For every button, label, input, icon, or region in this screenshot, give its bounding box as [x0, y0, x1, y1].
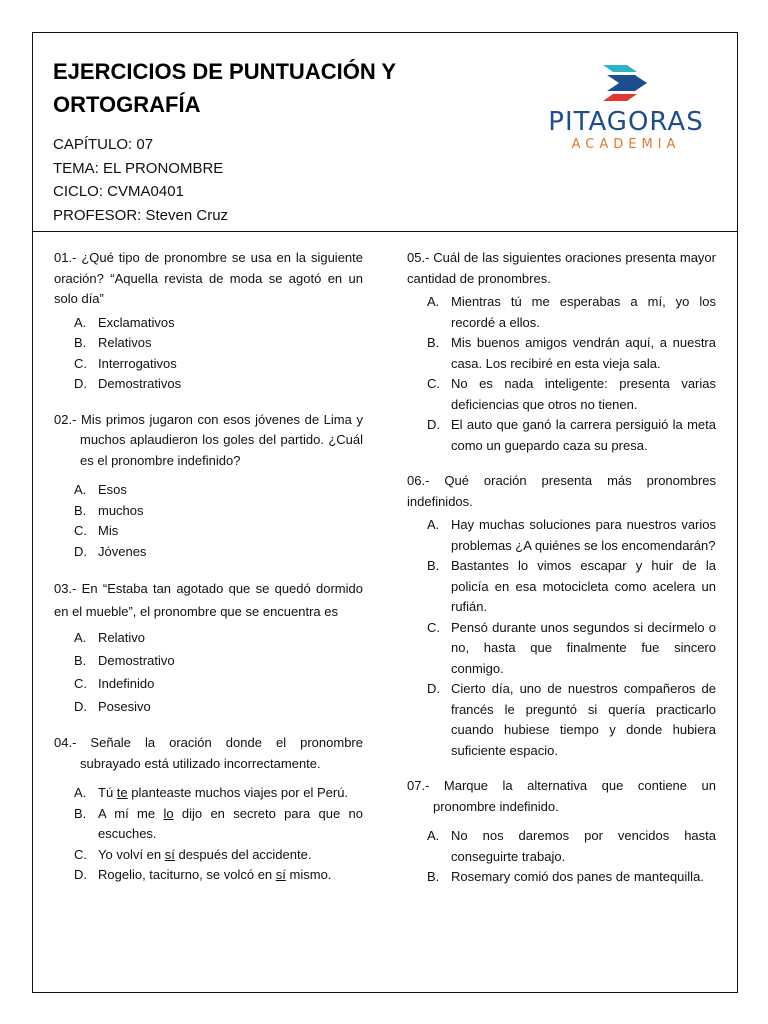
option-text: Demostrativos — [98, 376, 182, 391]
question-04 — [54, 733, 363, 886]
underlined-pronoun: sí — [275, 867, 286, 882]
option-text: Mis buenos amigos vendrán aquí, a nuestra casa. Los recibiré en esta vieja sala. — [451, 335, 716, 371]
option-d — [54, 542, 363, 563]
option-text: Indefinido — [98, 676, 155, 691]
question-06 — [407, 471, 716, 761]
option-text: No nos daremos por vencidos hasta conseguirte trabajo. — [451, 828, 716, 864]
option-letter: A. — [74, 785, 87, 800]
option-text: No es nada inteligente: presenta varias deficiencias que otros no tienen. — [451, 376, 716, 412]
option-text: Posesivo — [98, 699, 151, 714]
option-letter: A. — [427, 517, 440, 532]
option-text: Exclamativos — [98, 314, 175, 330]
options-list — [54, 626, 363, 718]
question-stem: 02.- Mis primos jugaron con esos jóvenes de Lima y muchos aplaudieron los goles del partido. ¿Cuál es el pronombre indefinido? — [54, 411, 363, 468]
option-c — [54, 354, 363, 375]
option-letter: B. — [74, 502, 87, 518]
option-text: Cierto día, uno de nuestros compañeros de francés le preguntó si quería practicarlo cuando hubiese tiempo y donde hubiera suficiente espacio. — [451, 681, 716, 758]
option-letter: C. — [74, 355, 87, 371]
option-a — [54, 783, 363, 804]
question-07 — [407, 776, 716, 888]
logo-subtitle: ACADEMIA — [571, 137, 681, 152]
option-letter: B. — [74, 335, 87, 350]
question-03 — [54, 577, 363, 718]
options-list — [54, 313, 363, 395]
logo-name: PITAGORAS — [548, 107, 704, 137]
options-list — [54, 783, 363, 886]
option-letter: C. — [427, 376, 440, 391]
options-list — [54, 480, 363, 562]
option-b — [407, 867, 716, 888]
option-text: Mientras tú me esperabas a mí, yo los recordé a ellos. — [451, 294, 716, 330]
option-b — [54, 501, 363, 522]
option-letter: B. — [427, 335, 440, 350]
option-text: Rosemary comió dos panes de mantequilla. — [451, 869, 704, 884]
option-d — [54, 374, 363, 395]
option-b — [407, 333, 716, 374]
option-letter: B. — [74, 653, 87, 668]
option-letter: C. — [427, 619, 440, 635]
question-stem: 03.- En “Estaba tan agotado que se quedó dormido en el mueble”, el pronombre que se encuentra es — [54, 581, 363, 619]
option-letter: D. — [427, 417, 440, 432]
option-d — [407, 679, 716, 761]
options-list — [407, 826, 716, 888]
option-a — [407, 515, 716, 556]
option-d — [54, 695, 363, 718]
page-header — [33, 33, 737, 231]
option-letter: A. — [74, 314, 87, 330]
chevron-arrow-icon — [531, 59, 721, 107]
question-02 — [54, 410, 363, 563]
option-text: Mis — [98, 523, 119, 538]
option-text: muchos — [98, 502, 144, 518]
question-stem: 01.- ¿Qué tipo de pronombre se usa en la siguiente oración? “Aquella revista de moda se agotó en un solo día” — [54, 250, 363, 306]
option-letter: A. — [74, 630, 87, 645]
option-letter: B. — [74, 805, 87, 821]
page-title: EJERCICIOS DE PUNTUACIÓN Y ORTOGRAFÍA — [53, 59, 396, 117]
option-text: Tú te planteaste muchos viajes por el Perú. — [98, 785, 349, 800]
chapter-label: CAPÍTULO: 07 — [53, 136, 154, 153]
option-text: Rogelio, taciturno, se volcó en sí mismo. — [98, 867, 332, 882]
question-stem: 04.- Señale la oración donde el pronombre subrayado está utilizado incorrectamente. — [54, 735, 363, 771]
option-text: Relativo — [98, 630, 145, 645]
option-a — [407, 826, 716, 867]
option-letter: A. — [74, 482, 87, 497]
option-c — [407, 374, 716, 415]
option-text: Interrogativos — [98, 355, 177, 371]
option-letter: D. — [427, 681, 440, 696]
cycle-label: CICLO: CVMA0401 — [53, 183, 184, 200]
option-a — [54, 313, 363, 334]
option-letter: B. — [427, 558, 440, 573]
option-b — [54, 333, 363, 354]
header-meta — [53, 133, 228, 227]
left-column — [54, 248, 363, 901]
right-column — [407, 248, 716, 903]
underlined-pronoun: te — [116, 785, 128, 800]
options-list — [407, 292, 716, 456]
topic-label: TEMA: EL PRONOMBRE — [53, 159, 224, 177]
option-d — [407, 415, 716, 456]
option-text: Jóvenes — [98, 543, 147, 559]
option-letter: D. — [74, 543, 87, 559]
header-divider — [33, 231, 737, 232]
question-stem: 05.- Cuál de las siguientes oraciones presenta mayor cantidad de pronombres. — [407, 250, 716, 286]
option-c — [54, 845, 363, 866]
option-b — [54, 649, 363, 672]
option-letter: A. — [427, 828, 440, 843]
question-stem: 07.- Marque la alternativa que contiene un pronombre indefinido. — [407, 778, 716, 814]
option-text: Bastantes lo vimos escapar y huir de la policía en esa motocicleta como acelera un rufián. — [451, 558, 716, 614]
option-letter: C. — [74, 676, 87, 691]
option-letter: D. — [74, 376, 87, 391]
option-letter: C. — [74, 846, 87, 862]
option-letter: D. — [74, 699, 87, 714]
option-letter: C. — [74, 523, 87, 538]
option-b — [407, 556, 716, 618]
question-01 — [54, 248, 363, 395]
option-d — [54, 865, 363, 886]
option-text: Demostrativo — [98, 653, 175, 668]
option-text: El auto que ganó la carrera persiguió la meta como un guepardo caza su presa. — [451, 417, 716, 453]
question-stem: 06.- Qué oración presenta más pronombres indefinidos. — [407, 473, 716, 509]
option-a — [407, 292, 716, 333]
question-05 — [407, 248, 716, 456]
underlined-pronoun: lo — [163, 805, 174, 821]
option-letter: D. — [74, 867, 87, 882]
options-list — [407, 515, 716, 761]
option-text: A mí me lo dijo en secreto para que no escuches. — [98, 805, 364, 841]
option-text: Yo volví en sí después del accidente. — [98, 846, 312, 862]
option-text: Hay muchas soluciones para nuestros varios problemas ¿A quiénes se los encomendarán? — [451, 517, 716, 553]
option-a — [54, 626, 363, 649]
option-a — [54, 480, 363, 501]
option-c — [54, 521, 363, 542]
option-c — [54, 672, 363, 695]
pitagoras-logo — [531, 59, 721, 159]
worksheet-page — [32, 32, 738, 993]
option-text: Relativos — [98, 335, 152, 350]
option-text: Esos — [98, 482, 127, 497]
teacher-label: PROFESOR: Steven Cruz — [53, 206, 229, 224]
option-text: Pensó durante unos segundos si decírmelo o no, hasta que finalmente fue sincero conmigo. — [451, 619, 716, 676]
underlined-pronoun: sí — [164, 846, 175, 862]
option-b — [54, 804, 363, 845]
option-c — [407, 618, 716, 680]
option-letter: A. — [427, 294, 440, 309]
option-letter: B. — [427, 869, 440, 884]
